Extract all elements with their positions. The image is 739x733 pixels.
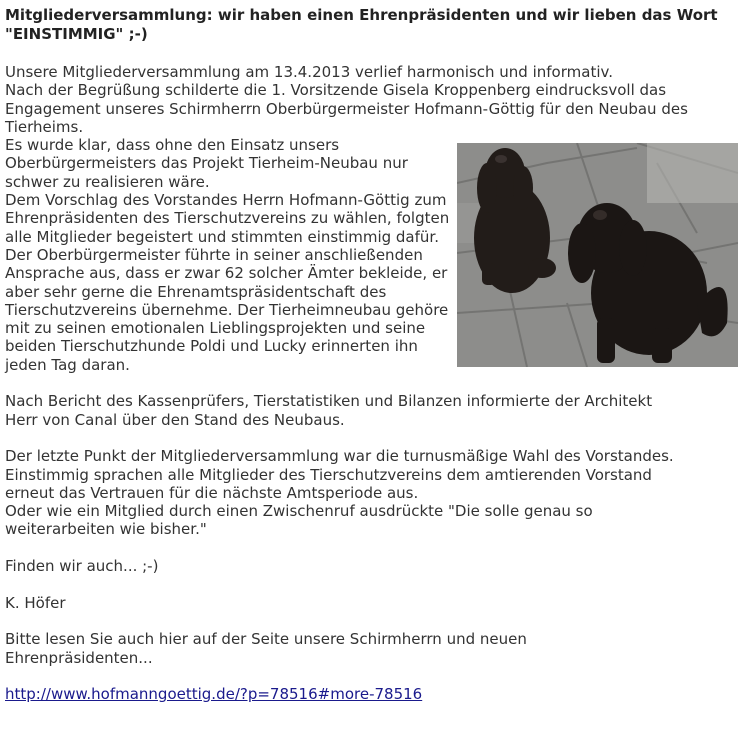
- spacer: [5, 575, 739, 593]
- spacer: [5, 612, 739, 630]
- dogs-photo: [457, 143, 738, 367]
- spacer: [5, 667, 739, 685]
- hofmann-goettig-link[interactable]: http://www.hofmanngoettig.de/?p=78516#more-78516: [5, 685, 423, 704]
- author-signature: K. Höfer: [5, 593, 66, 612]
- paragraph-election-proposal: Dem Vorschlag des Vorstandes Herrn Hofmann-Göttig zum Ehrenpräsidenten des Tierschutzvereins zu wählen, folgten alle Mitglieder begeistert und stimmten einstimmig dafür.: [5, 191, 450, 246]
- link-paragraph: [5, 685, 739, 703]
- paragraph-read-more: Bitte lesen Sie auch hier auf der Seite unsere Schirmherrn und neuen Ehrenpräsidenten...: [5, 630, 527, 667]
- paragraph-report: Nach Bericht des Kassenprüfers, Tierstatistiken und Bilanzen informierte der Architekt Herr von Canal über den Stand des Neubaus.: [5, 392, 653, 429]
- paragraph-unanimous: Einstimmig sprachen alle Mitglieder des Tierschutzvereins dem amtierenden Vorstand erneut das Vertrauen für die nächste Amtsperiode aus.: [5, 465, 652, 502]
- paragraph-intro: Unsere Mitgliederversammlung am 13.4.2013 verlief harmonisch und informativ.: [5, 63, 613, 81]
- paragraph-agree: Finden wir auch... ;-): [5, 557, 159, 576]
- paragraph-mayor-speech: Der Oberbürgermeister führte in seiner anschließenden Ansprache aus, dass er zwar 62 solcher Ämter bekleide, er aber sehr gerne die Ehrenamtspräsidentschaft des Tierschutzvereins übernehme. Der Tierheimneubau gehöre mit zu seinen emotionalen Lieblingsprojekten und seine beiden Tierschutzhunde Poldi und Lucky erinnerten ihn jeden Tag daran.: [5, 245, 449, 374]
- spacer: [5, 539, 739, 557]
- paragraph-mayor-effort: Es wurde klar, dass ohne den Einsatz unsers Oberbürgermeisters das Projekt Tierheim-Neubau nur schwer zu realisieren wäre.: [5, 136, 408, 191]
- paragraph-board-election: Der letzte Punkt der Mitgliederversammlung war die turnusmäßige Wahl des Vorstandes.: [5, 447, 674, 466]
- paragraph-interjection: Oder wie ein Mitglied durch einen Zwischenruf ausdrückte "Die solle genau so weiterarbeiten wie bisher.": [5, 502, 593, 539]
- article-title: Mitgliederversammlung: wir haben einen Ehrenpräsidenten und wir lieben das Wort "EINSTIMMIG" ;-): [5, 6, 718, 43]
- spacer: [5, 374, 739, 392]
- dogs-photo-image: [457, 143, 738, 367]
- paragraph-greeting: Nach der Begrüßung schilderte die 1. Vorsitzende Gisela Kroppenberg eindrucksvoll das Engagement unseres Schirmherrn Oberbürgermeister Hofmann-Göttig für den Neubau des Tierheims.: [5, 81, 688, 136]
- spacer: [5, 429, 739, 447]
